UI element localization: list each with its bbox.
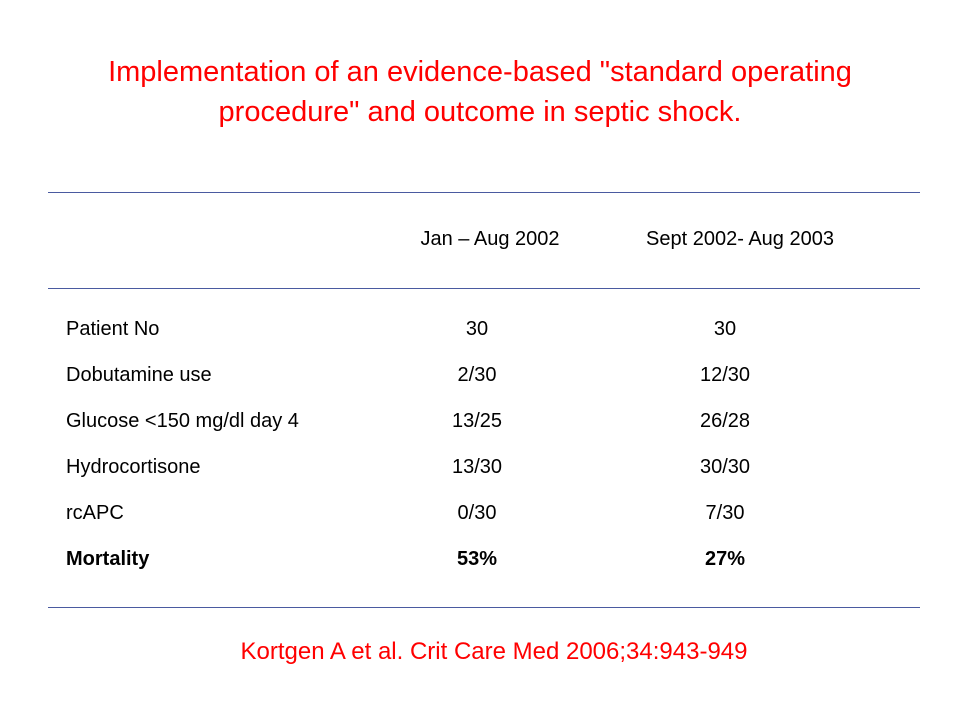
- row-label: Dobutamine use: [66, 364, 212, 386]
- row-value-period-2: 7/30: [705, 502, 745, 524]
- row-value-period-1: 2/30: [457, 364, 497, 386]
- table-header-rule: [48, 288, 920, 289]
- table-row-mortality: [0, 548, 960, 578]
- row-value-period-1: 13/30: [451, 456, 503, 478]
- row-label: Patient No: [66, 318, 160, 340]
- row-value-period-1: 13/25: [451, 410, 503, 432]
- column-header-period-1: Jan – Aug 2002: [420, 228, 560, 250]
- row-label: Glucose <150 mg/dl day 4: [66, 410, 299, 432]
- table-row-patient-no: [0, 318, 960, 348]
- table-bottom-rule: [48, 607, 920, 608]
- row-value-period-2: 27%: [704, 548, 746, 570]
- table-top-rule: [48, 192, 920, 193]
- table-row-rcapc: [0, 502, 960, 532]
- row-value-period-1: 30: [465, 318, 489, 340]
- table-row-hydrocortisone: [0, 456, 960, 486]
- row-value-period-1: 53%: [456, 548, 498, 570]
- row-value-period-2: 30: [713, 318, 737, 340]
- row-value-period-2: 26/28: [699, 410, 751, 432]
- row-label: Hydrocortisone: [66, 456, 201, 478]
- citation: Kortgen A et al. Crit Care Med 2006;34:943-949: [240, 638, 748, 665]
- row-label: Mortality: [66, 548, 150, 570]
- row-value-period-2: 12/30: [699, 364, 751, 386]
- slide-title: Implementation of an evidence-based "standard operating procedure" and outcome in septic shock.: [108, 56, 852, 128]
- table-row-glucose: [0, 410, 960, 440]
- row-value-period-1: 0/30: [457, 502, 497, 524]
- row-label: rcAPC: [66, 502, 124, 524]
- column-header-period-2: Sept 2002- Aug 2003: [646, 228, 834, 250]
- row-value-period-2: 30/30: [699, 456, 751, 478]
- table-row-dobutamine: [0, 364, 960, 394]
